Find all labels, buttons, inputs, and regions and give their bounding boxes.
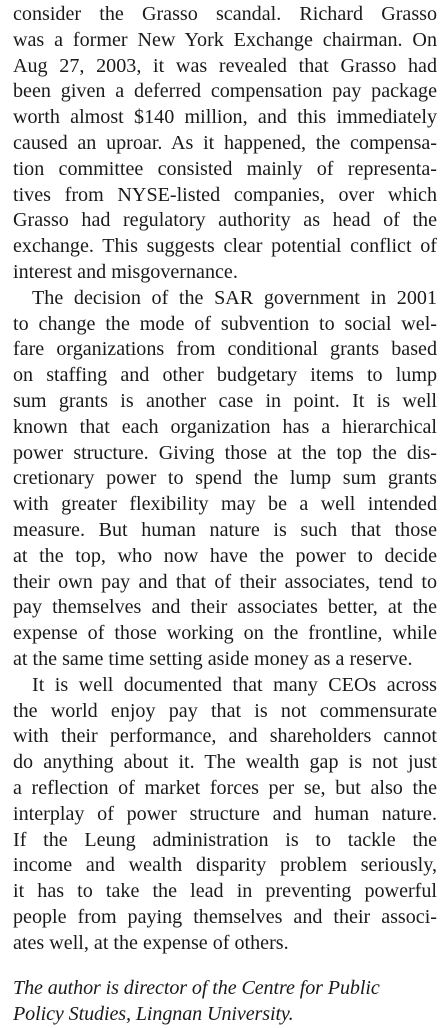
text-line: the world enjoy pay that is not commensurate [13,699,437,722]
article-body [13,2,437,956]
text-line: fare organizations from conditional grants based [13,338,437,361]
text-line: ates well, at the expense of others. [13,931,289,954]
text-line: on staffing and other budgetary items to lump [13,364,437,387]
text-line: cretionary power to spend the lump sum grants [13,467,437,490]
text-line: with greater flexibility may be a well intended [13,493,437,516]
text-line: their own pay and that of their associates, tend to [13,570,437,593]
text-line: The decision of the SAR government in 2001 [32,286,437,309]
text-line: interplay of power structure and human nature. [13,802,437,825]
text-line: income and wealth disparity problem seriously, [13,854,437,877]
text-line: Grasso had regulatory authority as head of the [13,209,437,232]
text-line: tives from NYSE-listed companies, over which [13,183,437,206]
text-line: to change the mode of subvention to social wel- [13,312,437,335]
paragraph-3 [13,673,437,957]
paragraph-1 [13,2,437,286]
text-line: with their performance, and shareholders cannot [13,725,437,748]
text-line: consider the Grasso scandal. Richard Grasso [13,3,437,25]
text-line: exchange. This suggests clear potential conflict of [13,235,437,258]
text-line: If the Leung administration is to tackle the [13,828,437,851]
text-line: a reflection of market forces per se, but also the [13,776,437,799]
text-line: tion committee consisted mainly of representa- [13,157,437,180]
text-line: sum grants is another case in point. It is well [13,389,437,412]
author-byline [13,976,437,1028]
article-column [13,2,437,1028]
text-line: power structure. Giving those at the top the dis- [13,441,437,464]
text-line: caused an uproar. As it happened, the compensa- [13,131,437,154]
text-line: interest and misgovernance. [13,260,238,283]
text-line: people from paying themselves and their associ- [13,905,437,928]
text-line: do anything about it. The wealth gap is not just [13,751,437,774]
byline-line: Policy Studies, Lingnan University. [13,1003,294,1026]
text-line: at the top, who now have the power to decide [13,544,437,567]
text-line: it has to take the lead in preventing powerful [13,880,437,903]
byline-line: The author is director of the Centre for Public [13,977,380,1000]
paragraph-2 [13,286,437,673]
text-line: Aug 27, 2003, it was revealed that Grasso had [13,54,437,77]
text-line: been given a deferred compensation pay package [13,80,437,103]
text-line: expense of those working on the frontline, while [13,622,437,645]
text-line: pay themselves and their associates better, at the [13,596,437,619]
text-line: at the same time setting aside money as a reserve. [13,647,413,670]
text-line: known that each organization has a hierarchical [13,415,437,438]
text-line: worth almost $140 million, and this immediately [13,106,437,129]
text-line: was a former New York Exchange chairman. On [13,28,437,51]
text-line: It is well documented that many CEOs across [32,673,437,696]
text-line: measure. But human nature is such that those [13,518,437,541]
byline-spacer [13,956,437,976]
